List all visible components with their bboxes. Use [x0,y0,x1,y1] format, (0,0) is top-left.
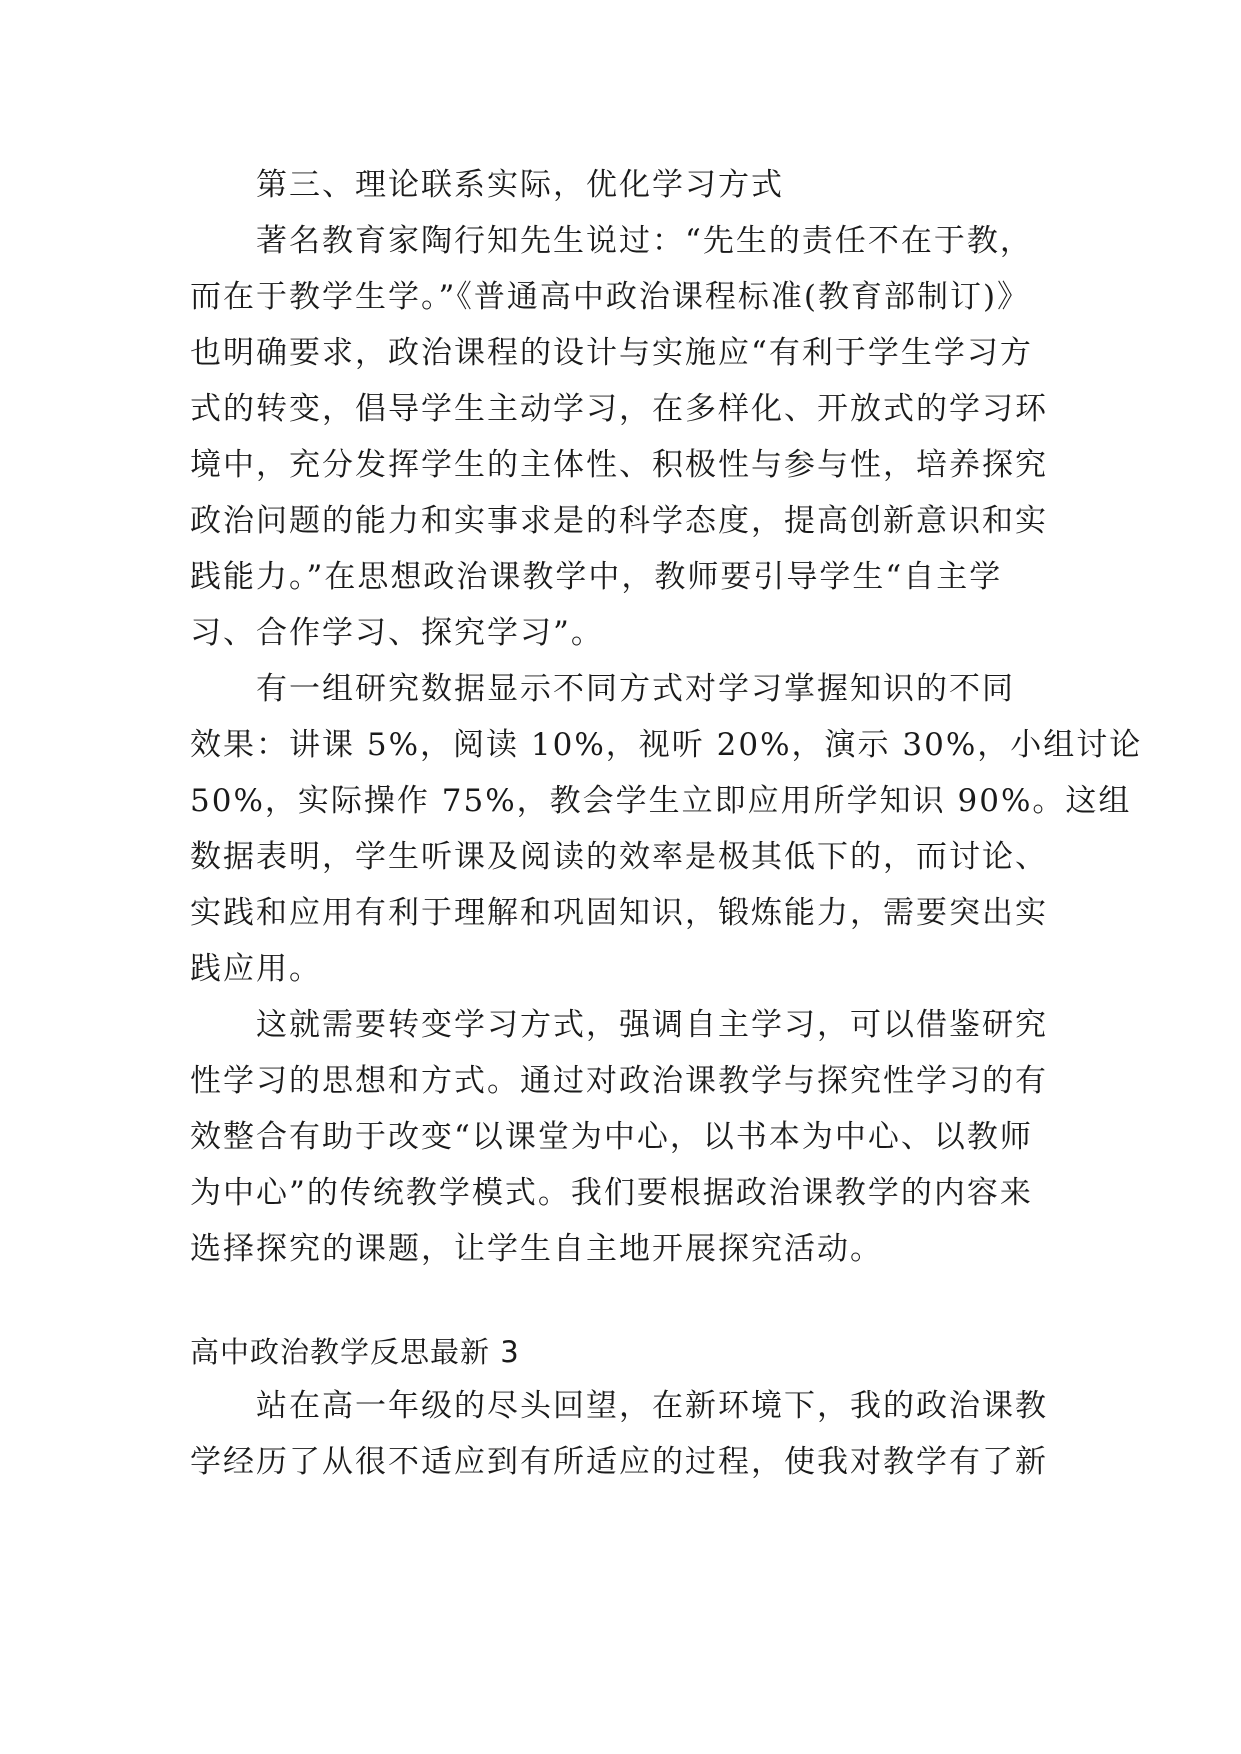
paragraph-line: 习、合作学习、探究学习”。 [190,615,604,651]
paragraph-line: 效整合有助于改变“以课堂为中心，以书本为中心、以教师 [190,1119,1033,1155]
paragraph-line: 践能力。”在思想政治课教学中，教师要引导学生“自主学 [190,559,1003,595]
paragraph-line: 政治问题的能力和实事求是的科学态度，提高创新意识和实 [190,503,1048,539]
section-heading: 第三、理论联系实际，优化学习方式 [256,167,784,203]
paragraph-line: 这就需要转变学习方式，强调自主学习，可以借鉴研究 [256,1007,1048,1043]
paragraph-line: 实践和应用有利于理解和巩固知识，锻炼能力，需要突出实 [190,895,1048,931]
article-title: 高中政治教学反思最新 3 [190,1335,520,1369]
paragraph-line: 有一组研究数据显示不同方式对学习掌握知识的不同 [256,671,1015,707]
paragraph-line: 数据表明，学生听课及阅读的效率是极其低下的，而讨论、 [190,839,1048,875]
paragraph-line: 践应用。 [190,951,322,987]
paragraph-line: 境中，充分发挥学生的主体性、积极性与参与性，培养探究 [190,447,1048,483]
paragraph-line: 而在于教学生学。”《普通高中政治课程标准(教育部制订)》 [190,279,1031,315]
paragraph-line: 站在高一年级的尽头回望，在新环境下，我的政治课教 [256,1388,1048,1424]
paragraph-line: 式的转变，倡导学生主动学习，在多样化、开放式的学习环 [190,391,1048,427]
paragraph-line: 也明确要求，政治课程的设计与实施应“有利于学生学习方 [190,335,1033,371]
paragraph-line: 性学习的思想和方式。通过对政治课教学与探究性学习的有 [190,1063,1048,1099]
paragraph-line: 为中心”的传统教学模式。我们要根据政治课教学的内容来 [190,1175,1033,1211]
paragraph-line: 50%，实际操作 75%，教会学生立即应用所学知识 90%。这组 [190,783,1132,819]
paragraph-line: 选择探究的课题，让学生自主地开展探究活动。 [190,1231,883,1267]
paragraph-line: 学经历了从很不适应到有所适应的过程，使我对教学有了新 [190,1444,1048,1480]
paragraph-line: 著名教育家陶行知先生说过：“先生的责任不在于教， [256,223,1033,259]
paragraph-line: 效果：讲课 5%，阅读 10%，视听 20%，演示 30%，小组讨论 [190,727,1143,763]
